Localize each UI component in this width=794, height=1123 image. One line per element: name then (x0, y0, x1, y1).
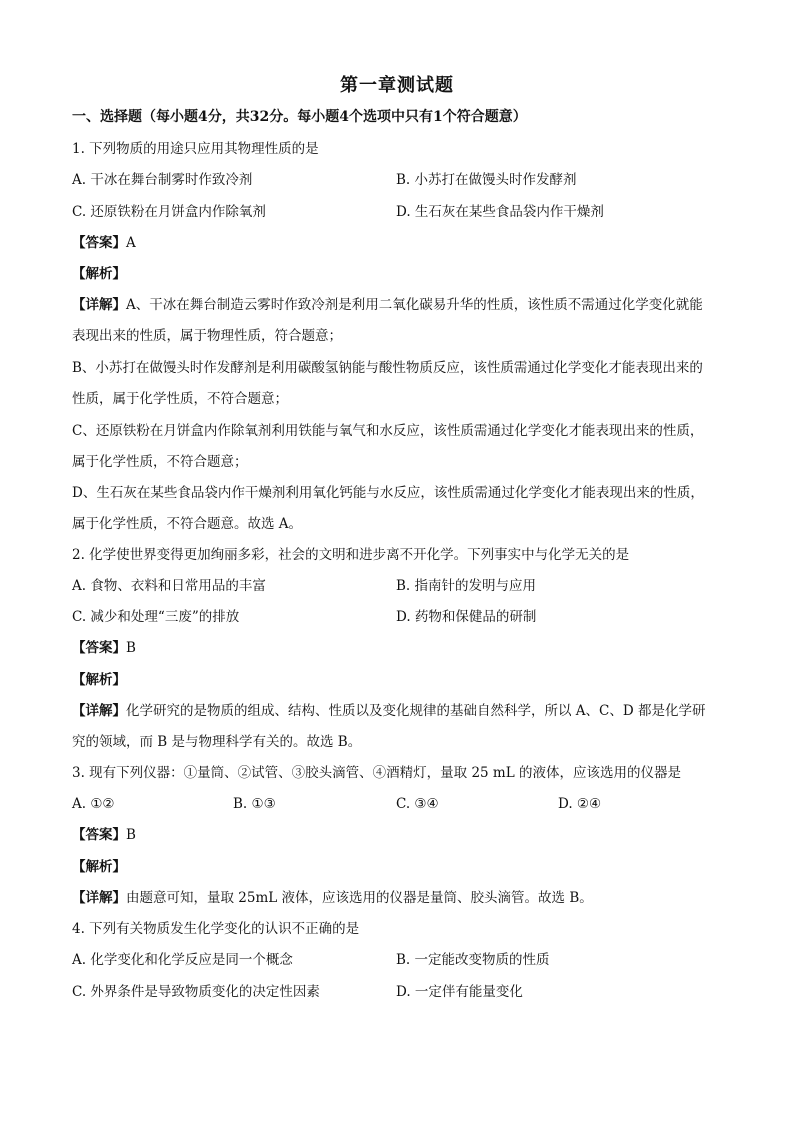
question-2-detail-line: 究的领域，而 B 是与物理科学有关的。故选 B。 (72, 734, 362, 750)
detail-text: A、干冰在舞台制造云雾时作致冷剂是利用二氧化碳易升华的性质，该性质不需通过化学变化就能 (126, 297, 703, 313)
question-2-answer (72, 638, 732, 658)
question-2-option-a: A. 食物、衣料和日常用品的丰富 (72, 578, 266, 594)
detail-tag: 【详解】 (72, 297, 126, 313)
question-1-detail-line: 表现出来的性质，属于物理性质，符合题意； (72, 328, 342, 344)
question-3-answer (72, 825, 732, 845)
question-1-option-d: D. 生石灰在某些食品袋内作干燥剂 (396, 204, 604, 220)
section-heading: 一、选择题（每小题4分，共32分。每小题4个选项中只有1个符合题意） (72, 109, 527, 125)
question-1-detail-line: 属于化学性质，不符合题意。故选 A。 (72, 516, 303, 532)
detail-text: 由题意可知，量取 25mL 液体，应该选用的仪器是量筒、胶头滴管。故选 B。 (126, 890, 593, 906)
question-2-option-d: D. 药物和保健品的研制 (396, 609, 537, 625)
detail-tag: 【详解】 (72, 890, 126, 906)
question-1-stem: 1. 下列物质的用途只应用其物理性质的是 (72, 141, 319, 157)
question-2-option-b: B. 指南针的发明与应用 (396, 578, 537, 594)
answer-value: A (126, 235, 136, 251)
answer-tag: 【答案】 (72, 827, 126, 843)
question-1-detail-line: 性质，属于化学性质，不符合题意； (72, 391, 288, 407)
question-1-detail-line (72, 295, 732, 315)
question-1-option-b: B. 小苏打在做馒头时作发酵剂 (396, 172, 577, 188)
answer-value: B (126, 827, 136, 843)
question-1-detail-line: D、生石灰在某些食品袋内作干燥剂利用氧化钙能与水反应，该性质需通过化学变化才能表现出来的性质， (72, 485, 704, 501)
question-3-option-a: A. ①② (72, 796, 115, 812)
question-1-detail-line: B、小苏打在做馒头时作发酵剂是利用碳酸氢钠能与酸性物质反应，该性质需通过化学变化才能表现出来的 (72, 360, 703, 376)
question-1-detail-line: 属于化学性质，不符合题意； (72, 454, 248, 470)
question-3-option-d: D. ②④ (558, 796, 602, 812)
question-4-option-a: A. 化学变化和化学反应是同一个概念 (72, 952, 293, 968)
question-1-analysis-tag: 【解析】 (72, 266, 126, 282)
question-4-option-d: D. 一定伴有能量变化 (396, 984, 523, 1000)
detail-text: 化学研究的是物质的组成、结构、性质以及变化规律的基础自然科学，所以 A、C、D 都是化学研 (126, 703, 706, 719)
answer-tag: 【答案】 (72, 640, 126, 656)
question-3-stem: 3. 现有下列仪器：①量筒、②试管、③胶头滴管、④酒精灯，量取 25 mL 的液体，应该选用的仪器是 (72, 765, 681, 781)
question-2-analysis-tag: 【解析】 (72, 672, 126, 688)
question-1-detail-line: C、还原铁粉在月饼盒内作除氧剂利用铁能与氧气和水反应，该性质需通过化学变化才能表现出来的性质， (72, 423, 704, 439)
question-1-option-a: A. 干冰在舞台制雾时作致冷剂 (72, 172, 253, 188)
question-4-option-b: B. 一定能改变物质的性质 (396, 952, 550, 968)
question-3-option-b: B. ①③ (233, 796, 276, 812)
question-2-stem: 2. 化学使世界变得更加绚丽多彩，社会的文明和进步离不开化学。下列事实中与化学无关的是 (72, 547, 630, 563)
answer-tag: 【答案】 (72, 235, 126, 251)
question-1-option-c: C. 还原铁粉在月饼盒内作除氧剂 (72, 204, 266, 220)
question-2-detail-line (72, 701, 732, 721)
question-3-detail-line (72, 888, 732, 908)
question-4-option-c: C. 外界条件是导致物质变化的决定性因素 (72, 984, 320, 1000)
question-1-answer (72, 233, 732, 253)
answer-value: B (126, 640, 136, 656)
detail-tag: 【详解】 (72, 703, 126, 719)
page-title: 第一章测试题 (340, 75, 454, 96)
question-4-stem: 4. 下列有关物质发生化学变化的认识不正确的是 (72, 921, 360, 937)
question-3-option-c: C. ③④ (396, 796, 439, 812)
question-2-option-c: C. 减少和处理“三废”的排放 (72, 609, 240, 625)
question-3-analysis-tag: 【解析】 (72, 859, 126, 875)
